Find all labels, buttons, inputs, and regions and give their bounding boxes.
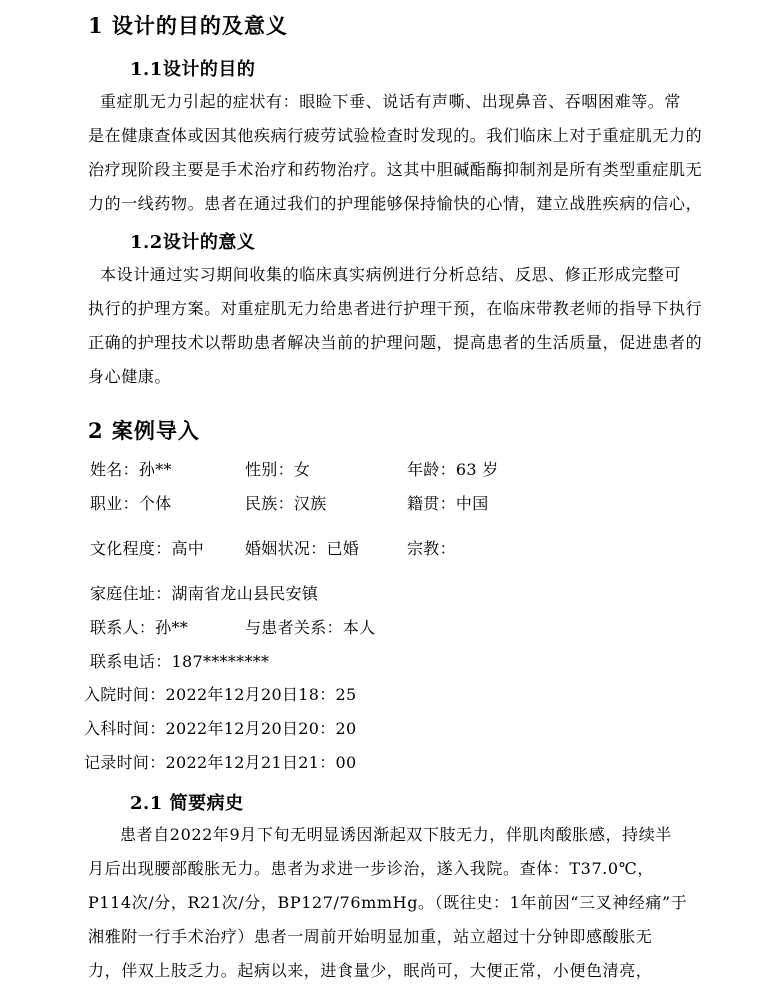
- admission-time: 入院时间：2022年12月20日18：25: [84, 685, 357, 704]
- paragraph-line: 本设计通过实习期间收集的临床真实病例进行分析总结、反思、修正形成完整可: [100, 265, 682, 284]
- paragraph-line: 执行的护理方案。对重症肌无力给患者进行护理干预，在临床带教老师的指导下执行: [88, 299, 703, 318]
- paragraph-line: P114次/分，R21次/分，BP127/76mmHg。（既往史：1年前因“三叉神经痛”于: [88, 893, 688, 912]
- paragraph-line: 力的一线药物。患者在通过我们的护理能够保持愉快的心情，建立战胜疾病的信心，: [88, 194, 703, 213]
- patient-education: 文化程度：高中: [90, 539, 205, 558]
- paragraph-line: 身心健康。: [88, 367, 172, 386]
- paragraph-line: 湘雅附一行手术治疗）患者一周前开始明显加重，站立超过十分钟即感酸胀无: [88, 927, 653, 946]
- paragraph-2-1: [88, 818, 718, 988]
- patient-religion: 宗教：: [407, 539, 456, 558]
- department-time: 入科时间：2022年12月20日20：20: [84, 719, 357, 738]
- paragraph-1-1: [88, 85, 718, 221]
- patient-phone: 联系电话：187********: [90, 652, 270, 671]
- record-time: 记录时间：2022年12月21日21：00: [84, 753, 357, 772]
- paragraph-line: 月后出现腰部酸胀无力。患者为求进一步诊治，遂入我院。查体：T37.0℃，: [88, 859, 654, 878]
- patient-name: 姓名：孙**: [90, 460, 172, 479]
- patient-contact: 联系人：孙**: [90, 618, 189, 637]
- patient-origin: 籍贯：中国: [407, 494, 489, 513]
- section-2-title: 2 案例导入: [88, 418, 200, 443]
- patient-gender: 性别：女: [245, 460, 311, 479]
- paragraph-line: 力，伴双上肢乏力。起病以来，进食量少，眠尚可，大便正常，小便色清亮，: [88, 961, 653, 980]
- section-2-1-title: 2.1 简要病史: [130, 793, 244, 814]
- patient-marital-status: 婚姻状况：已婚: [245, 539, 360, 558]
- paragraph-line: 患者自2022年9月下旬无明显诱因渐起双下肢无力，伴肌肉酸胀感，持续半: [120, 825, 672, 844]
- paragraph-line: 正确的护理技术以帮助患者解决当前的护理问题，提高患者的生活质量，促进患者的: [88, 333, 703, 352]
- section-1-title: 1 设计的目的及意义: [88, 13, 288, 38]
- patient-relation: 与患者关系：本人: [245, 618, 376, 637]
- paragraph-line: 重症肌无力引起的症状有：眼睑下垂、说话有声嘶、出现鼻音、吞咽困难等。常: [100, 92, 682, 111]
- patient-address: 家庭住址：湖南省龙山县民安镇: [90, 584, 319, 603]
- patient-occupation: 职业：个体: [90, 494, 172, 513]
- patient-age: 年龄：63 岁: [407, 460, 499, 479]
- paragraph-line: 治疗现阶段主要是手术治疗和药物治疗。这其中胆碱酯酶抑制剂是所有类型重症肌无: [88, 160, 703, 179]
- section-1-1-title: 1.1设计的目的: [130, 59, 256, 80]
- section-1-2-title: 1.2设计的意义: [130, 232, 256, 253]
- patient-ethnicity: 民族：汉族: [245, 494, 327, 513]
- paragraph-line: 是在健康查体或因其他疾病行疲劳试验检查时发现的。我们临床上对于重症肌无力的: [88, 126, 703, 145]
- paragraph-1-2: [88, 258, 718, 394]
